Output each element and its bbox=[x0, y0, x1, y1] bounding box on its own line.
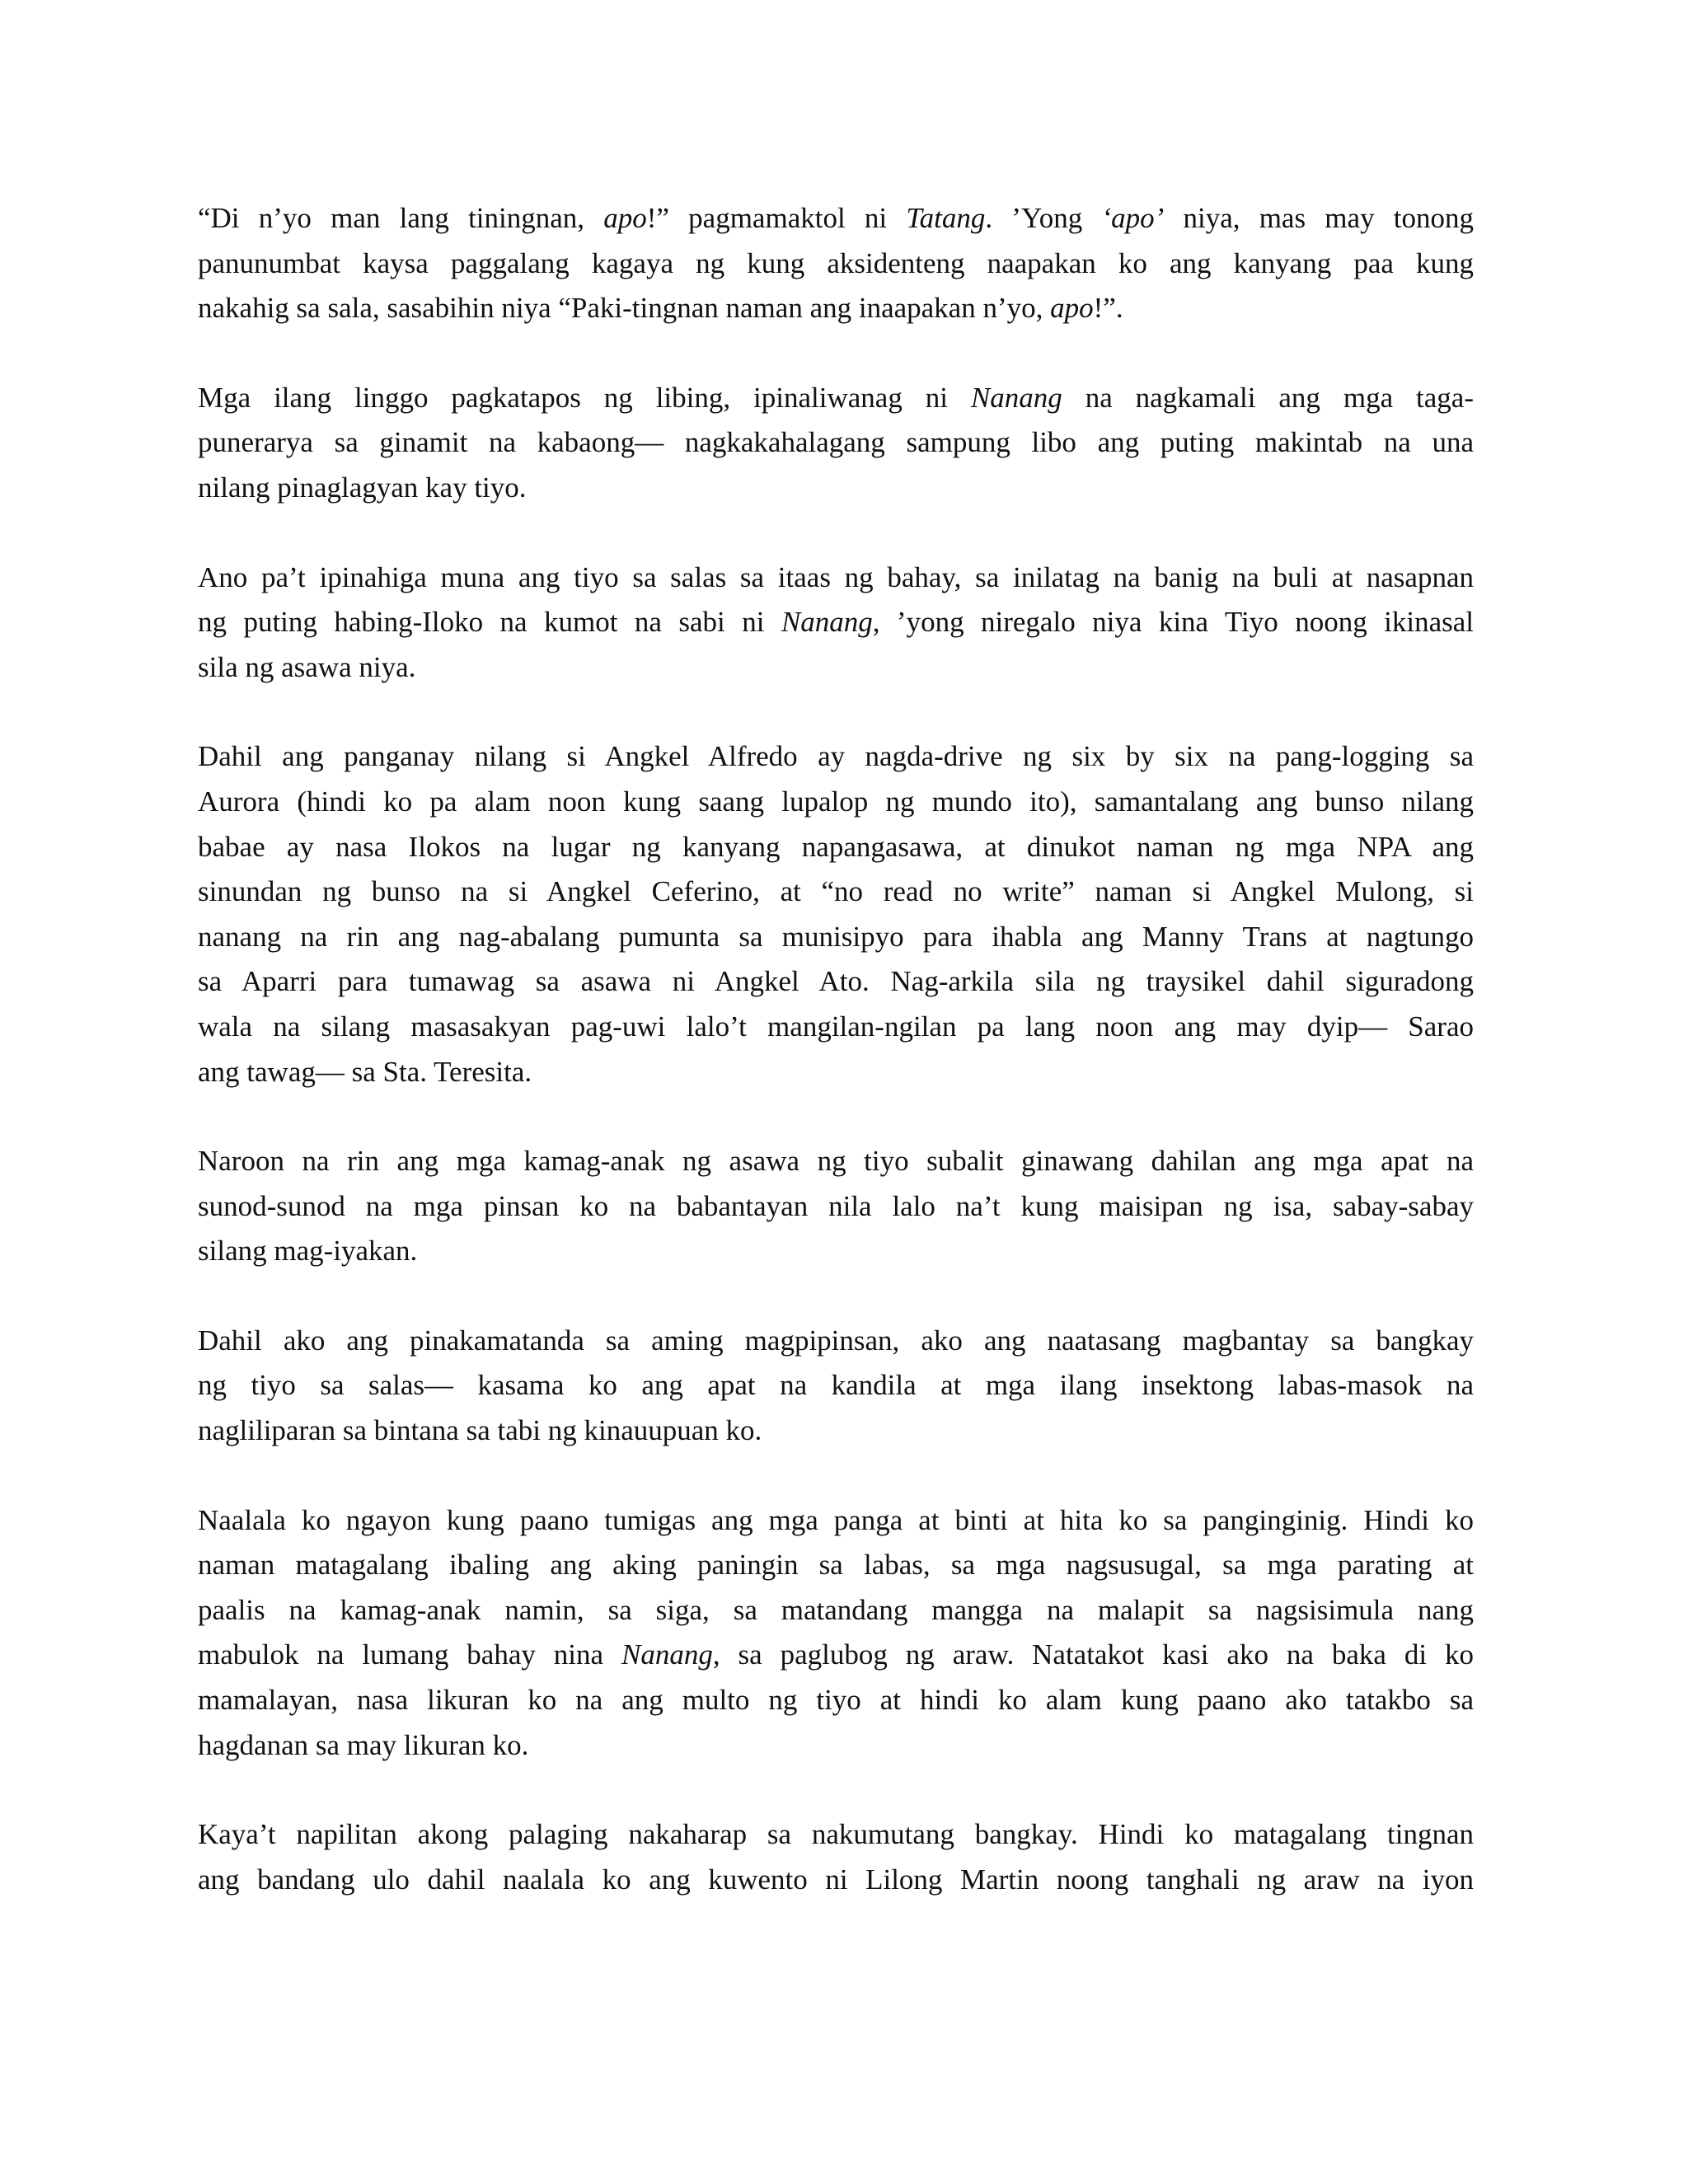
text-line: babae ay nasa Ilokos na lugar ng kanyang napangasawa, at dinukot naman ng mga NPA ang bbox=[198, 830, 1474, 863]
text-line: Naroon na rin ang mga kamag-anak ng asawa ng tiyo subalit ginawang dahilan ang mga apat na bbox=[198, 1145, 1474, 1178]
text-line: mamalayan, nasa likuran ko na ang multo ng tiyo at hindi ko alam kung paano ako tatakbo sa bbox=[198, 1684, 1474, 1717]
text-line: ng puting habing-Iloko na kumot na sabi ni Nanang, ’yong niregalo niya kina Tiyo noong ikinasal bbox=[198, 606, 1474, 639]
text-line: Dahil ang panganay nilang si Angkel Alfredo ay nagda-drive ng six by six na pang-logging sa bbox=[198, 740, 1474, 773]
text-line: sa Aparri para tumawag sa asawa ni Angkel Ato. Nag-arkila sila ng traysikel dahil siguradong bbox=[198, 965, 1474, 998]
text-line: “Di n’yo man lang tiningnan, apo!” pagmamaktol ni Tatang. ’Yong ‘apo’ niya, mas may tonong bbox=[198, 202, 1475, 234]
text-line: Kaya’t napilitan akong palaging nakaharap sa nakumutang bangkay. Hindi ko matagalang tingnan bbox=[198, 1818, 1474, 1851]
text-line: silang mag-iyakan. bbox=[198, 1235, 418, 1268]
text-line: mabulok na lumang bahay nina Nanang, sa paglubog ng araw. Natatakot kasi ako na baka di ko bbox=[198, 1638, 1474, 1671]
paragraph bbox=[198, 196, 1474, 331]
text-line: nakahig sa sala, sasabihin niya “Paki-tingnan naman ang inaapakan n’yo, apo!”. bbox=[198, 292, 1123, 325]
text-line: sunod-sunod na mga pinsan ko na babantayan nila lalo na’t kung maisipan ng isa, sabay-sabay bbox=[198, 1189, 1474, 1222]
paragraph bbox=[198, 1812, 1474, 1902]
document-body bbox=[198, 196, 1474, 1902]
text-line: Naalala ko ngayon kung paano tumigas ang mga panga at binti at hita ko sa panginginig. Hindi ko bbox=[198, 1503, 1474, 1536]
text-line: Ano pa’t ipinahiga muna ang tiyo sa salas sa itaas ng bahay, sa inilatag na banig na buli at nasapnan bbox=[198, 560, 1474, 593]
emphasis: ‘apo’ bbox=[1101, 202, 1165, 234]
emphasis: Nanang bbox=[781, 606, 873, 639]
text-line: naman matagalang ibaling ang aking paningin sa labas, sa mga nagsusugal, sa mga parating at bbox=[198, 1549, 1474, 1582]
emphasis: Nanang bbox=[621, 1638, 713, 1671]
paragraph bbox=[198, 734, 1474, 1094]
text-line: Dahil ako ang pinakamatanda sa aming magpipinsan, ako ang naatasang magbantay sa bangkay bbox=[198, 1324, 1474, 1357]
paragraph bbox=[198, 1139, 1474, 1274]
text-line: ang bandang ulo dahil naalala ko ang kuwento ni Lilong Martin noong tanghali ng araw na iyon bbox=[198, 1863, 1474, 1896]
paragraph bbox=[198, 1498, 1474, 1769]
text-line: nilang pinaglagyan kay tiyo. bbox=[198, 471, 527, 504]
text-line: punerarya sa ginamit na kabaong— nagkakahalagang sampung libo ang puting makintab na una bbox=[198, 426, 1474, 459]
paragraph bbox=[198, 1319, 1474, 1454]
text-line: paalis na kamag-anak namin, sa siga, sa matandang mangga na malapit sa nagsisimula nang bbox=[198, 1593, 1474, 1626]
text-line: Aurora (hindi ko pa alam noon kung saang lupalop ng mundo ito), samantalang ang bunso nilang bbox=[198, 785, 1474, 818]
text-line: Mga ilang linggo pagkatapos ng libing, ipinaliwanag ni Nanang na nagkamali ang mga taga- bbox=[198, 381, 1474, 414]
paragraph bbox=[198, 555, 1474, 691]
text-line: panunumbat kaysa paggalang kagaya ng kung aksidenteng naapakan ko ang kanyang paa kung bbox=[198, 246, 1474, 279]
text-line: ang tawag— sa Sta. Teresita. bbox=[198, 1055, 532, 1088]
text-line: sinundan ng bunso na si Angkel Ceferino, at “no read no write” naman si Angkel Mulong, si bbox=[198, 875, 1474, 908]
emphasis: apo bbox=[603, 202, 647, 234]
text-line: sila ng asawa niya. bbox=[198, 650, 416, 683]
text-line: wala na silang masasakyan pag-uwi lalo’t mangilan-ngilan pa lang noon ang may dyip— Sarao bbox=[198, 1010, 1474, 1043]
paragraph bbox=[198, 376, 1474, 511]
emphasis: apo bbox=[1050, 292, 1094, 325]
emphasis: Tatang bbox=[906, 202, 986, 234]
emphasis: Nanang bbox=[970, 381, 1062, 414]
text-line: ng tiyo sa salas— kasama ko ang apat na kandila at mga ilang insektong labas-masok na bbox=[198, 1369, 1474, 1402]
text-line: hagdanan sa may likuran ko. bbox=[198, 1728, 529, 1761]
text-line: nagliliparan sa bintana sa tabi ng kinauupuan ko. bbox=[198, 1414, 762, 1447]
text-line: nanang na rin ang nag-abalang pumunta sa munisipyo para ihabla ang Manny Trans at nagtungo bbox=[198, 920, 1474, 953]
